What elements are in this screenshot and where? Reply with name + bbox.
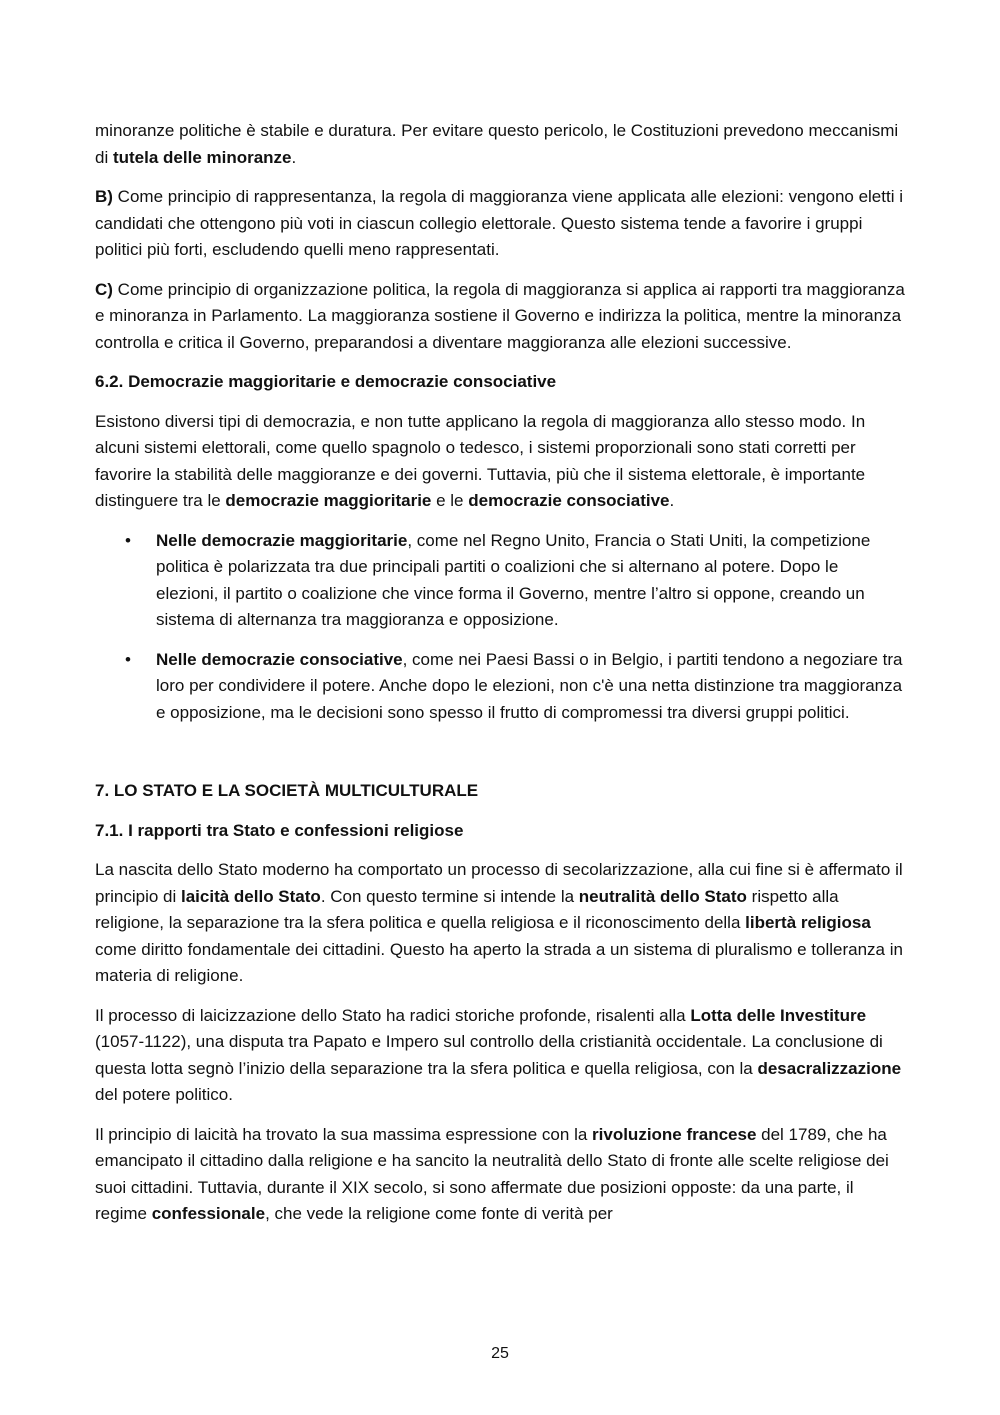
text: , che vede la religione come fonte di verità per: [265, 1204, 613, 1223]
subsection-heading-7-1: 7.1. I rapporti tra Stato e confessioni religiose: [95, 820, 464, 840]
subsection-heading-6-2: 6.2. Democrazie maggioritarie e democrazie consociative: [95, 372, 557, 391]
text: Come principio di rappresentanza, la regola di maggioranza viene applicata alle elezioni: vengono eletti i candidati che ottengono più voti in ciascun collegio elettorale. Questo sistema tende a favorire i gruppi politici più forti, escludendo quelli meno rappresentati.: [95, 187, 903, 259]
text: , come nei Paesi Bassi o in Belgio, i partiti tendono a negoziare tra loro per condividere il potere. Anche dopo le elezioni, non c'è una netta distinzione tra maggioranza e opposizione, ma le decisioni sono spesso il frutto di compromessi tra diversi gruppi politici.: [156, 649, 903, 722]
bold-term: democrazie consociative: [468, 491, 670, 510]
section-heading-7: 7. LO STATO E LA SOCIETÀ MULTICULTURALE: [95, 781, 479, 800]
bullet-icon: •: [125, 649, 131, 669]
bold-term: libertà religiosa: [745, 913, 871, 932]
text: del potere politico.: [95, 1085, 233, 1104]
text: Il principio di laicità ha trovato la sua massima espressione con la: [95, 1124, 593, 1144]
text: Esistono diversi tipi di democrazia, e non tutte applicano la regola di maggioranza allo stesso modo. In alcuni sistemi elettorali, come quello spagnolo o tedesco, i sistemi proporzionali sono stati corretti per favorire la stabilità delle maggioranze e dei governi. Tuttavia, più che il sistema elettorale, è importante distinguere tra le: [95, 411, 866, 510]
bold-term: tutela delle minoranze: [112, 147, 292, 167]
text: e le: [431, 491, 469, 510]
text: .: [291, 147, 297, 167]
page-number: 25: [491, 1345, 509, 1362]
text: . Con questo termine si intende la: [320, 886, 579, 906]
paragraph-b: [95, 184, 905, 264]
bold-term: Lotta delle Investiture: [690, 1005, 867, 1025]
paragraph-label: B): [95, 187, 113, 206]
bold-term: confessionale: [151, 1204, 266, 1223]
bold-term: desacralizzazione: [757, 1058, 902, 1078]
paragraph-democracy-types: [95, 409, 905, 515]
text: Come principio di organizzazione politica, la regola di maggioranza si applica ai rapporti tra maggioranza e minoranza in Parlamento. La maggioranza sostiene il Governo e indirizza la politica, mentre la minoranza controlla e critica il Governo, preparandosi a diventare maggioranza alle elezioni successive.: [95, 279, 905, 352]
text: La nascita dello Stato moderno ha comportato un processo di secolarizzazione, alla cui fine si è affermato il principio di: [95, 860, 903, 906]
bold-term: Nelle democrazie maggioritarie: [156, 530, 408, 550]
bold-term: Nelle democrazie consociative: [156, 649, 403, 669]
paragraph-minorities: [95, 118, 905, 171]
paragraph-label: C): [95, 279, 113, 299]
bold-term: neutralità dello Stato: [578, 886, 747, 906]
text: rispetto alla religione, la separazione tra la sfera politica e quella religiosa e il riconoscimento della: [95, 886, 839, 932]
paragraph-c: [95, 277, 905, 357]
text: Il processo di laicizzazione dello Stato ha radici storiche profonde, risalenti alla: [95, 1005, 691, 1025]
bullet-icon: •: [125, 530, 131, 550]
bold-term: democrazie maggioritarie: [225, 491, 432, 510]
text: (1057-1122), una disputa tra Papato e Impero sul controllo della cristianità occidentale. La conclusione di questa lotta segnò l’inizio della separazione tra la sfera politica e quella religiosa, con la: [95, 1032, 883, 1078]
bold-term: laicità dello Stato: [181, 886, 321, 906]
list-item: [95, 528, 905, 634]
text: .: [669, 491, 675, 510]
text: minoranze politiche è stabile e duratura. Per evitare questo pericolo, le Costituzioni prevedono meccanismi di: [95, 121, 899, 167]
paragraph-investiture: [95, 1003, 905, 1109]
list-item: [95, 647, 905, 727]
text: , come nel Regno Unito, Francia o Stati Uniti, la competizione politica è polarizzata tra due principali partiti o coalizioni che si alternano al potere. Dopo le elezioni, il partito o coalizione che vince forma il Governo, mentre l’altro si oppone, creando un sistema di alternanza tra maggioranza e opposizione.: [156, 530, 871, 629]
document-page: [95, 118, 905, 1241]
paragraph-french-revolution: [95, 1122, 905, 1228]
text: del 1789, che ha emancipato il cittadino dalla religione e ha sancito la neutralità dello Stato di fronte alle scelte religiose dei suoi cittadini. Tuttavia, durante il XIX secolo, si sono affermate due posizioni opposte: da una parte, il regime: [95, 1124, 889, 1223]
bold-term: rivoluzione francese: [592, 1124, 757, 1144]
bullet-list: [95, 528, 905, 727]
paragraph-secularism: [95, 857, 905, 990]
text: come diritto fondamentale dei cittadini. Questo ha aperto la strada a un sistema di pluralismo e tolleranza in materia di religione.: [95, 939, 903, 985]
